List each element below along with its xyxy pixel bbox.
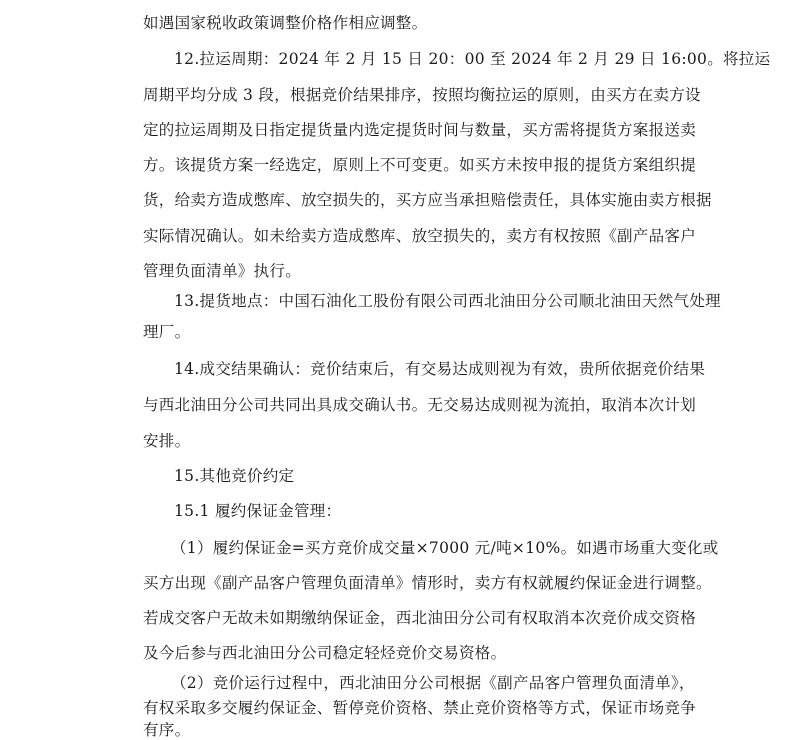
clause-13-line: 13.提货地点：中国石油化工股份有限公司西北油田分公司顺北油田天然气处理 xyxy=(174,292,721,310)
text-line: 与西北油田分公司共同出具成交确认书。无交易达成则视为流拍，取消本次计划 xyxy=(143,396,697,414)
clause-15-heading: 15.其他竞价约定 xyxy=(174,467,295,485)
text-line: 安排。 xyxy=(143,432,191,450)
text-line: 如遇国家税收政策调整价格作相应调整。 xyxy=(143,14,428,32)
text-line: 管理负面清单》执行。 xyxy=(143,262,302,280)
item-1-line: （1）履约保证金=买方竞价成交量×7000 元/吨×10%。如遇市场重大变化或 xyxy=(171,539,719,557)
clause-15-1-heading: 15.1 履约保证金管理： xyxy=(174,502,342,520)
text-line: 及今后参与西北油田分公司稳定轻烃竞价交易资格。 xyxy=(143,644,507,662)
clause-12-line: 12.拉运周期：2024 年 2 月 15 日 20：00 至 2024 年 2 月 29 日 16:00。将拉运 xyxy=(174,50,771,68)
text-line: 有序。 xyxy=(143,721,191,739)
text-line: 周期平均分成 3 段，根据竞价结果排序，按照均衡拉运的原则，由买方在卖方设 xyxy=(143,86,701,104)
text-line: 买方出现《副产品客户管理负面清单》情形时，卖方有权就履约保证金进行调整。 xyxy=(143,574,712,592)
text-line: 方。该提货方案一经选定，原则上不可变更。如买方未按申报的提货方案组织提 xyxy=(143,156,697,174)
item-2-line: （2）竞价运行过程中，西北油田分公司根据《副产品客户管理负面清单》， xyxy=(171,674,695,692)
clause-14-line: 14.成交结果确认：竞价结束后，有交易达成则视为有效，贵所依据竞价结果 xyxy=(174,360,706,378)
text-line: 若成交客户无故未如期缴纳保证金，西北油田分公司有权取消本次竞价成交资格 xyxy=(143,609,697,627)
text-line: 货，给卖方造成憋库、放空损失的，买方应当承担赔偿责任，具体实施由卖方根据 xyxy=(143,191,712,209)
text-line: 理厂。 xyxy=(143,323,191,341)
text-line: 定的拉运周期及日指定提货量内选定提货时间与数量，买方需将提货方案报送卖 xyxy=(143,121,697,139)
text-line: 有权采取多交履约保证金、暂停竞价资格、禁止竞价资格等方式，保证市场竞争 xyxy=(143,699,697,717)
text-line: 实际情况确认。如未给卖方造成憋库、放空损失的，卖方有权按照《副产品客户 xyxy=(143,227,697,245)
